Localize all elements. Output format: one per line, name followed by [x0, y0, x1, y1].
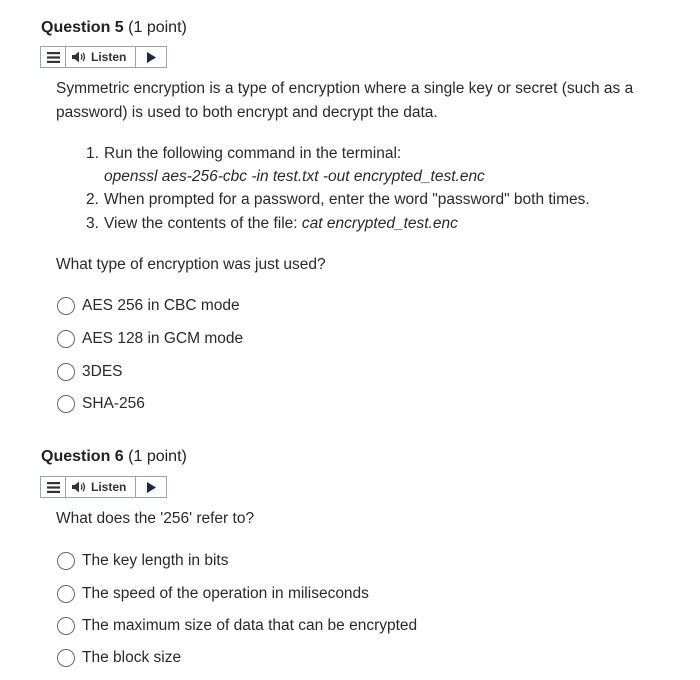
radio-button[interactable] [57, 585, 75, 603]
option-label: The speed of the operation in miliseconds [82, 585, 369, 602]
listen-label: Listen [91, 480, 127, 494]
play-button[interactable] [136, 477, 166, 497]
question-label: Question 6 [41, 448, 124, 465]
option-label: AES 128 in GCM mode [82, 330, 244, 347]
step-2-number: 2. [86, 191, 99, 208]
step-3-line [104, 212, 458, 236]
listen-toolbar [40, 476, 167, 498]
question-intro-line-1: Symmetric encryption is a type of encryption where a single key or secret (such as a [56, 80, 634, 97]
menu-button[interactable] [41, 47, 66, 67]
option-label: The maximum size of data that can be encrypted [82, 617, 418, 634]
question-6-title [41, 448, 187, 466]
radio-button[interactable] [57, 395, 75, 413]
answer-option[interactable] [57, 614, 417, 638]
option-label: SHA-256 [82, 395, 145, 412]
step-3-command: cat encrypted_test.enc [301, 215, 458, 232]
radio-button[interactable] [57, 363, 75, 381]
step-1-number: 1. [86, 145, 99, 162]
listen-toolbar [40, 46, 167, 68]
menu-icon [47, 52, 60, 63]
step-2-text: When prompted for a password, enter the word "password" both times. [104, 191, 590, 208]
radio-button[interactable] [57, 297, 75, 315]
option-label: The block size [82, 649, 182, 666]
step-3-text: View the contents of the file: [104, 215, 302, 232]
option-label: 3DES [82, 363, 123, 380]
question-prompt: What type of encryption was just used? [56, 256, 326, 273]
question-points: (1 point) [128, 19, 187, 36]
step-1-text: Run the following command in the terminal: [104, 145, 402, 162]
option-label: AES 256 in CBC mode [82, 297, 240, 314]
listen-button[interactable] [66, 477, 136, 497]
play-button[interactable] [136, 47, 166, 67]
speaker-icon [72, 481, 87, 493]
radio-button[interactable] [57, 617, 75, 635]
answer-option[interactable] [57, 392, 145, 416]
menu-icon [47, 482, 60, 493]
answer-option[interactable] [57, 646, 181, 670]
listen-label: Listen [91, 50, 127, 64]
question-label: Question 5 [41, 19, 124, 36]
step-1-command: openssl aes-256-cbc -in test.txt -out encrypted_test.enc [104, 168, 485, 185]
speaker-icon [72, 51, 87, 63]
radio-button[interactable] [57, 552, 75, 570]
answer-option[interactable] [57, 582, 369, 606]
answer-option[interactable] [57, 360, 123, 384]
play-icon [147, 482, 156, 493]
question-points: (1 point) [128, 448, 187, 465]
step-3-number: 3. [86, 215, 99, 232]
menu-button[interactable] [41, 477, 66, 497]
question-5-title [41, 19, 187, 37]
play-icon [147, 52, 156, 63]
option-label: The key length in bits [82, 552, 229, 569]
listen-button[interactable] [66, 47, 136, 67]
radio-button[interactable] [57, 330, 75, 348]
question-intro-line-2: password) is used to both encrypt and decrypt the data. [56, 104, 438, 121]
question-prompt: What does the '256' refer to? [56, 510, 255, 527]
answer-option[interactable] [57, 549, 228, 573]
radio-button[interactable] [57, 649, 75, 667]
answer-option[interactable] [57, 294, 240, 318]
answer-option[interactable] [57, 327, 243, 351]
